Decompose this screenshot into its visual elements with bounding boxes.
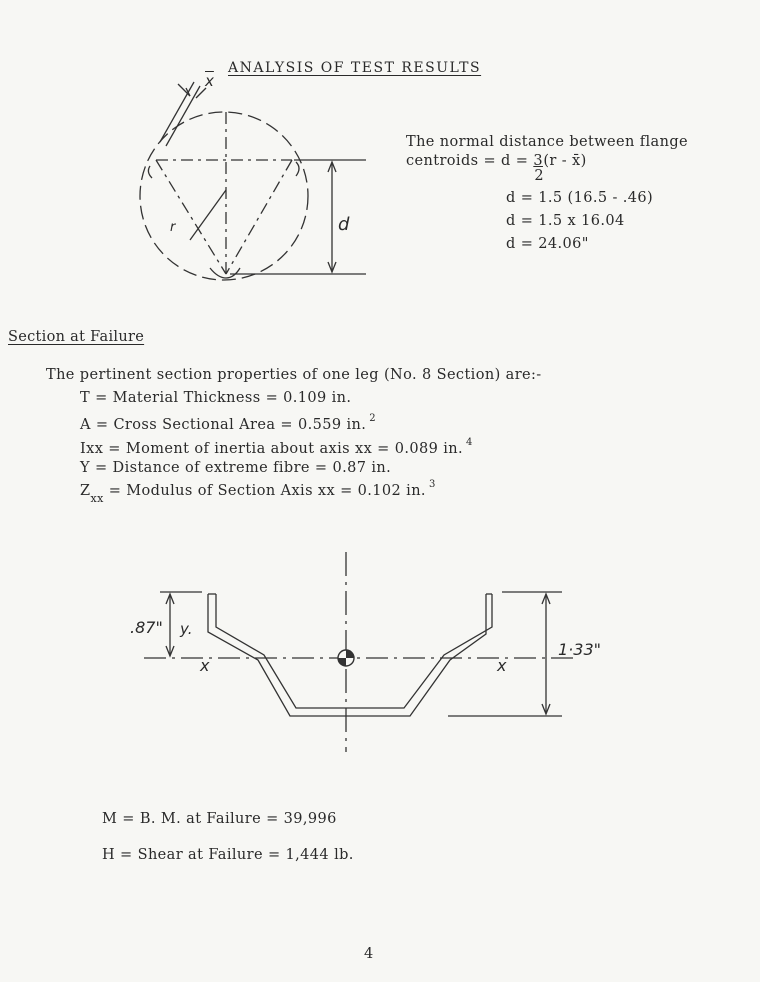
property-z-text: = Modulus of Section Axis xx = 0.102 in.	[103, 483, 426, 499]
equation-1: d = 1.5 (16.5 - .46)	[506, 190, 654, 206]
distance-line-2-prefix: centroids = d =	[406, 153, 534, 169]
property-z-exponent: 3	[428, 479, 436, 490]
dimension-left-label: .87"	[130, 618, 163, 637]
section-heading: Section at Failure	[8, 329, 145, 345]
fibre-y-label: y.	[180, 620, 193, 638]
section-intro: The pertinent section properties of one leg (No. 8 Section) are:-	[46, 367, 542, 383]
equation-2: d = 1.5 x 16.04	[506, 213, 625, 229]
property-z-symbol: Z	[80, 483, 91, 499]
fraction-numerator: 3	[533, 153, 543, 169]
axis-x-left-label: x	[200, 656, 210, 675]
property-thickness: T = Material Thickness = 0.109 in.	[80, 390, 352, 406]
distance-line-1: The normal distance between flange	[406, 134, 688, 150]
moment-at-failure: M = B. M. at Failure = 39,996	[102, 811, 337, 827]
property-ixx-text: Ixx = Moment of inertia about axis xx = 0.089 in.	[80, 441, 464, 457]
page-title: ANALYSIS OF TEST RESULTS	[228, 60, 482, 76]
property-ixx-exponent: 4	[466, 437, 473, 448]
centroid-symbol	[338, 650, 354, 666]
radius-label: r	[170, 220, 176, 235]
property-area-text: A = Cross Sectional Area = 0.559 in.	[80, 417, 367, 433]
fraction-denominator: 2	[534, 168, 544, 184]
page-number: 4	[364, 946, 374, 962]
property-z-subscript: xx	[90, 492, 104, 505]
distance-line-2-suffix: (r - x̄)	[543, 153, 587, 169]
dimension-right-label: 1·33"	[558, 640, 601, 659]
property-area-exponent: 2	[369, 413, 377, 424]
xbar-label: $\overline{x}$	[205, 72, 214, 90]
axis-x-right-label: x	[497, 656, 507, 675]
shear-at-failure: H = Shear at Failure = 1,444 lb.	[102, 847, 354, 863]
distance-d-label: d	[338, 214, 350, 235]
equation-3: d = 24.06"	[506, 236, 589, 252]
property-y: Y = Distance of extreme fibre = 0.87 in.	[80, 460, 392, 476]
